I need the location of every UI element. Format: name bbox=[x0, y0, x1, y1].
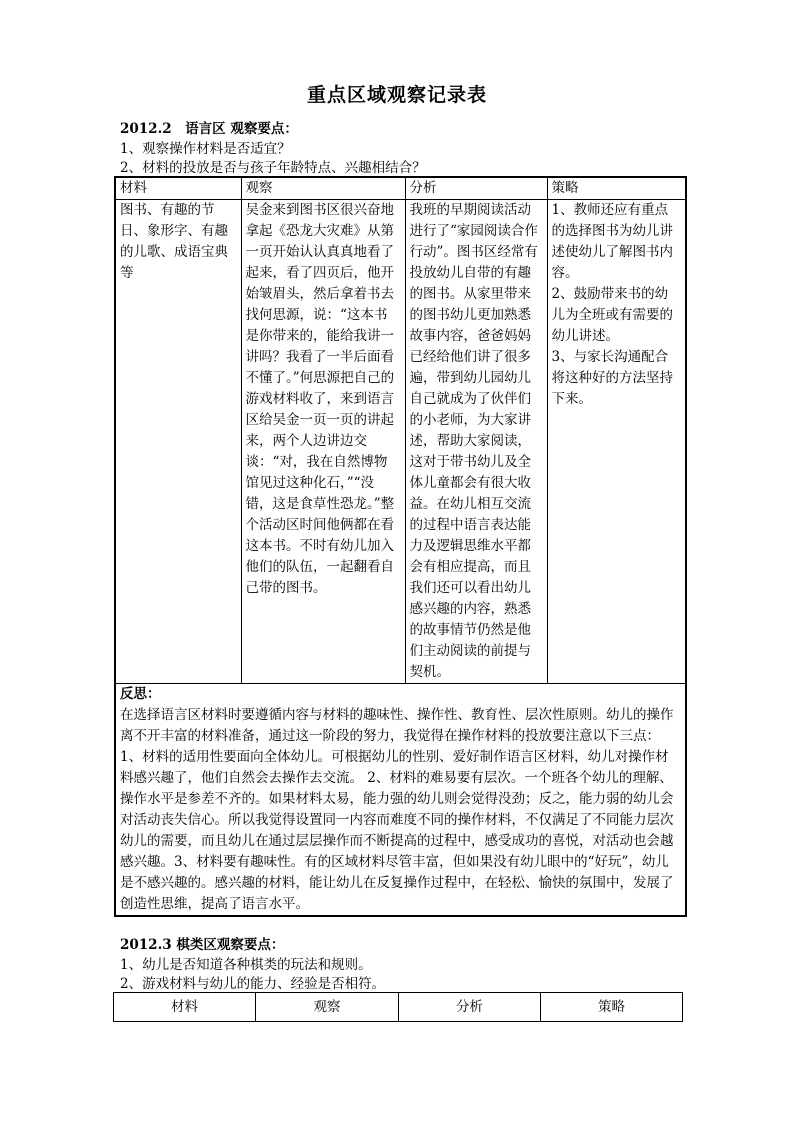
reflection-label: 反思： bbox=[120, 686, 161, 702]
language-area-table bbox=[114, 176, 687, 917]
col-header-material: 材料 bbox=[114, 993, 256, 1022]
strategy-item-3: 3、与家长沟通配合将这种好的方法坚持下来。 bbox=[551, 349, 673, 407]
cell-observation: 吴金来到图书区很兴奋地拿起《恐龙大灾难》从第一页开始认认真真地看了起来，看了四页后，他开始皱眉头，然后拿着书去找何思源，说：“这本书是你带来的，能给我讲一讲吗？我看了一半后面看不懂了。”何思源把自己的游戏材料收了，来到语言区给吴金一页一页的讲起来，两个人边讲边交谈：“对，我在自然博物馆见过这种化石，”“没错，这是食草性恐龙。”整个活动区时间他俩都在看这本书。不时有幼儿加入他们的队伍，一起翻看自己带的图书。 bbox=[241, 200, 405, 684]
chess-area-table bbox=[113, 992, 683, 1022]
col-header-strategy: 策略 bbox=[541, 993, 683, 1022]
col-header-strategy: 策略 bbox=[547, 177, 686, 200]
reflection-cell bbox=[115, 684, 686, 917]
section1-point-2: 2、材料的投放是否与孩子年龄特点、兴趣相结合？ bbox=[120, 160, 426, 176]
section2-heading: 2012.3 棋类区观察要点： bbox=[120, 937, 285, 953]
table-header-row bbox=[114, 993, 683, 1022]
strategy-item-1: 1、教师还应有重点的选择图书为幼儿讲述使幼儿了解图书内容。 bbox=[551, 202, 673, 281]
section1-heading: 2012.2 语言区 观察要点： bbox=[120, 121, 298, 137]
cell-material: 图书、有趣的节日、象形字、有趣的儿歌、成语宝典等 bbox=[115, 200, 241, 684]
section1-point-1: 1、观察操作材料是否适宜？ bbox=[120, 141, 291, 157]
col-header-observation: 观察 bbox=[256, 993, 399, 1022]
cell-strategy bbox=[547, 200, 686, 684]
col-header-material: 材料 bbox=[115, 177, 241, 200]
page-title: 重点区域观察记录表 bbox=[306, 84, 487, 106]
section2-point-2: 2、游戏材料与幼儿的能力、经验是否相符。 bbox=[120, 976, 386, 992]
table-header-row bbox=[115, 177, 686, 200]
table-row bbox=[115, 200, 686, 684]
col-header-observation: 观察 bbox=[241, 177, 405, 200]
reflection-text: 在选择语言区材料时要遵循内容与材料的趣味性、操作性、教育性、层次性原则。幼儿的操作离不开丰富的材料准备，通过这一阶段的努力，我觉得在操作材料的投放要注意以下三点：1、材料的适用性要面向全体幼儿。可根据幼儿的性别、爱好制作语言区材料，幼儿对操作材料感兴趣了，他们自然会去操作去交流。 2、材料的难易要有层次。一个班各个幼儿的理解、操作水平是参差不齐的。如果材料太易，能力强的幼儿则会觉得没劲；反之，能力弱的幼儿会对活动丧失信心。所以我觉得设置同一内容而难度不同的操作材料，不仅满足了不同能力层次幼儿的需要，而且幼儿在通过层层操作而不断提高的过程中，感受成功的喜悦，对活动也会越感兴趣。3、材料要有趣味性。有的区域材料尽管丰富，但如果没有幼儿眼中的“好玩”，幼儿是不感兴趣的。感兴趣的材料，能让幼儿在反复操作过程中，在轻松、愉快的氛围中，发展了创造性思维，提高了语言水平。 bbox=[120, 707, 674, 912]
section2-point-1: 1、幼儿是否知道各种棋类的玩法和规则。 bbox=[120, 957, 372, 973]
col-header-analysis: 分析 bbox=[399, 993, 541, 1022]
col-header-analysis: 分析 bbox=[405, 177, 547, 200]
cell-analysis: 我班的早期阅读活动进行了“家园阅读合作行动”。图书区经常有投放幼儿自带的有趣的图书。从家里带来的图书幼儿更加熟悉故事内容，爸爸妈妈已经给他们讲了很多遍，带到幼儿园幼儿自己就成为了伙伴们的小老师，为大家讲述，帮助大家阅读，这对于带书幼儿及全体儿童都会有很大收益。在幼儿相互交流的过程中语言表达能力及逻辑思维水平都会有相应提高，而且我们还可以看出幼儿感兴趣的内容，熟悉的故事情节仍然是他们主动阅读的前提与契机。 bbox=[405, 200, 547, 684]
reflection-row bbox=[115, 684, 686, 917]
strategy-item-2: 2、鼓励带来书的幼儿为全班或有需要的幼儿讲述。 bbox=[551, 286, 673, 344]
